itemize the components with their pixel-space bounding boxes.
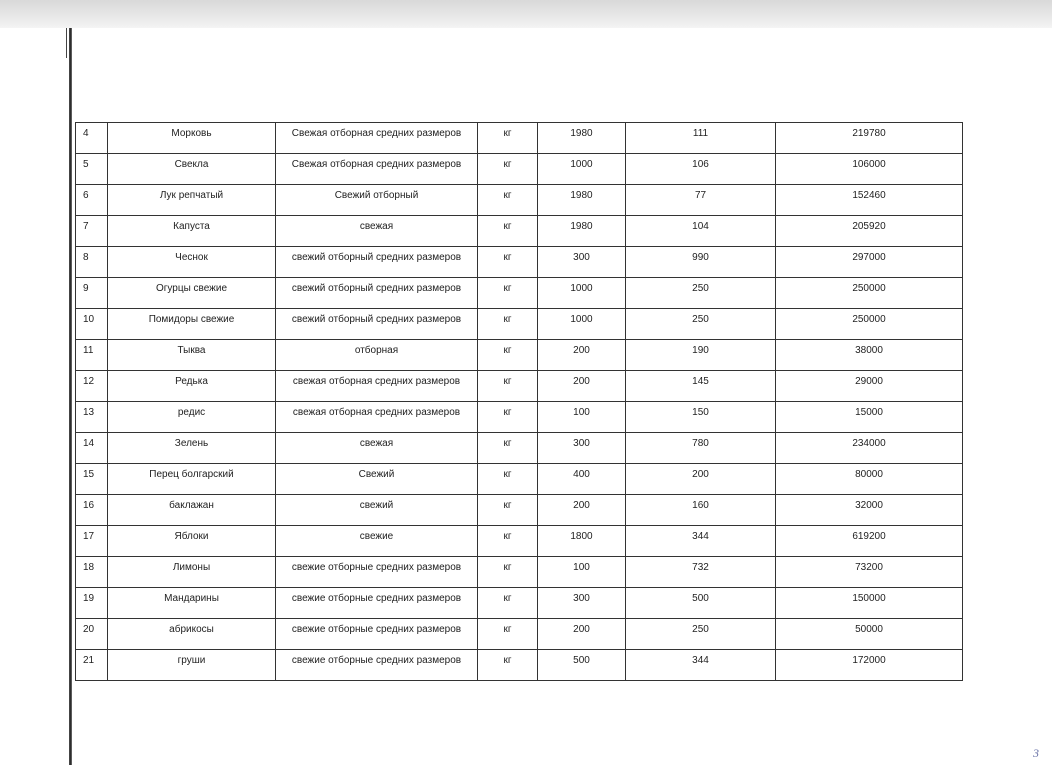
table-row <box>76 309 963 340</box>
sum-cell: 50000 <box>776 619 963 650</box>
quantity-cell: 200 <box>538 495 626 526</box>
product-name-cell: груши <box>108 650 276 681</box>
page-number: 3 <box>1033 746 1039 760</box>
product-description-cell: свежая <box>276 433 478 464</box>
row-number-cell: 21 <box>76 650 108 681</box>
price-cell: 190 <box>626 340 776 371</box>
table-row <box>76 247 963 278</box>
sum-cell: 32000 <box>776 495 963 526</box>
price-cell: 780 <box>626 433 776 464</box>
quantity-cell: 300 <box>538 588 626 619</box>
row-number-cell: 8 <box>76 247 108 278</box>
product-description-cell: свежие отборные средних размеров <box>276 557 478 588</box>
unit-cell: кг <box>478 464 538 495</box>
product-description-cell: Свежая отборная средних размеров <box>276 154 478 185</box>
price-cell: 250 <box>626 619 776 650</box>
sum-cell: 29000 <box>776 371 963 402</box>
row-number-cell: 17 <box>76 526 108 557</box>
product-name-cell: Морковь <box>108 123 276 154</box>
price-cell: 106 <box>626 154 776 185</box>
unit-cell: кг <box>478 309 538 340</box>
quantity-cell: 1800 <box>538 526 626 557</box>
products-table <box>75 122 963 681</box>
row-number-cell: 10 <box>76 309 108 340</box>
unit-cell: кг <box>478 402 538 433</box>
product-description-cell: свежие отборные средних размеров <box>276 588 478 619</box>
product-description-cell: Свежий <box>276 464 478 495</box>
row-number-cell: 4 <box>76 123 108 154</box>
price-cell: 500 <box>626 588 776 619</box>
price-cell: 77 <box>626 185 776 216</box>
quantity-cell: 1980 <box>538 123 626 154</box>
unit-cell: кг <box>478 185 538 216</box>
sum-cell: 172000 <box>776 650 963 681</box>
table-row <box>76 216 963 247</box>
row-number-cell: 18 <box>76 557 108 588</box>
quantity-cell: 1000 <box>538 154 626 185</box>
sum-cell: 619200 <box>776 526 963 557</box>
table-row <box>76 495 963 526</box>
product-name-cell: Тыква <box>108 340 276 371</box>
price-cell: 104 <box>626 216 776 247</box>
unit-cell: кг <box>478 619 538 650</box>
row-number-cell: 9 <box>76 278 108 309</box>
table-row <box>76 154 963 185</box>
binding-mark <box>66 28 67 58</box>
products-table-body <box>76 123 963 681</box>
product-name-cell: Лук репчатый <box>108 185 276 216</box>
unit-cell: кг <box>478 340 538 371</box>
price-cell: 990 <box>626 247 776 278</box>
scan-top-shadow <box>0 0 1052 28</box>
quantity-cell: 100 <box>538 557 626 588</box>
price-cell: 344 <box>626 526 776 557</box>
row-number-cell: 20 <box>76 619 108 650</box>
product-name-cell: баклажан <box>108 495 276 526</box>
unit-cell: кг <box>478 433 538 464</box>
product-description-cell: Свежий отборный <box>276 185 478 216</box>
table-row <box>76 402 963 433</box>
table-row <box>76 557 963 588</box>
table-row <box>76 340 963 371</box>
row-number-cell: 7 <box>76 216 108 247</box>
quantity-cell: 300 <box>538 247 626 278</box>
unit-cell: кг <box>478 278 538 309</box>
price-cell: 111 <box>626 123 776 154</box>
price-cell: 200 <box>626 464 776 495</box>
sum-cell: 73200 <box>776 557 963 588</box>
product-name-cell: Свекла <box>108 154 276 185</box>
unit-cell: кг <box>478 154 538 185</box>
sum-cell: 15000 <box>776 402 963 433</box>
product-name-cell: Огурцы свежие <box>108 278 276 309</box>
product-name-cell: редис <box>108 402 276 433</box>
sum-cell: 152460 <box>776 185 963 216</box>
sum-cell: 297000 <box>776 247 963 278</box>
sum-cell: 38000 <box>776 340 963 371</box>
quantity-cell: 200 <box>538 371 626 402</box>
product-description-cell: свежий отборный средних размеров <box>276 278 478 309</box>
product-description-cell: свежая отборная средних размеров <box>276 402 478 433</box>
product-name-cell: Помидоры свежие <box>108 309 276 340</box>
price-cell: 250 <box>626 278 776 309</box>
table-row <box>76 123 963 154</box>
table-row <box>76 371 963 402</box>
product-description-cell: свежие отборные средних размеров <box>276 619 478 650</box>
sum-cell: 80000 <box>776 464 963 495</box>
product-description-cell: свежий <box>276 495 478 526</box>
table-row <box>76 650 963 681</box>
product-description-cell: свежая <box>276 216 478 247</box>
quantity-cell: 200 <box>538 340 626 371</box>
price-cell: 145 <box>626 371 776 402</box>
sum-cell: 234000 <box>776 433 963 464</box>
product-description-cell: свежие <box>276 526 478 557</box>
product-description-cell: свежая отборная средних размеров <box>276 371 478 402</box>
sum-cell: 250000 <box>776 278 963 309</box>
quantity-cell: 1000 <box>538 309 626 340</box>
sum-cell: 219780 <box>776 123 963 154</box>
table-row <box>76 619 963 650</box>
product-name-cell: Мандарины <box>108 588 276 619</box>
quantity-cell: 200 <box>538 619 626 650</box>
row-number-cell: 5 <box>76 154 108 185</box>
product-name-cell: Капуста <box>108 216 276 247</box>
sum-cell: 205920 <box>776 216 963 247</box>
table-row <box>76 588 963 619</box>
price-cell: 160 <box>626 495 776 526</box>
table-row <box>76 433 963 464</box>
price-cell: 344 <box>626 650 776 681</box>
product-name-cell: Чеснок <box>108 247 276 278</box>
product-name-cell: Лимоны <box>108 557 276 588</box>
binding-edge <box>69 28 72 765</box>
unit-cell: кг <box>478 495 538 526</box>
price-cell: 732 <box>626 557 776 588</box>
product-description-cell: отборная <box>276 340 478 371</box>
quantity-cell: 1000 <box>538 278 626 309</box>
product-name-cell: Редька <box>108 371 276 402</box>
product-description-cell: свежий отборный средних размеров <box>276 309 478 340</box>
row-number-cell: 15 <box>76 464 108 495</box>
price-cell: 150 <box>626 402 776 433</box>
product-description-cell: свежие отборные средних размеров <box>276 650 478 681</box>
product-name-cell: Яблоки <box>108 526 276 557</box>
price-cell: 250 <box>626 309 776 340</box>
unit-cell: кг <box>478 557 538 588</box>
unit-cell: кг <box>478 526 538 557</box>
row-number-cell: 13 <box>76 402 108 433</box>
product-name-cell: Перец болгарский <box>108 464 276 495</box>
row-number-cell: 6 <box>76 185 108 216</box>
product-name-cell: Зелень <box>108 433 276 464</box>
unit-cell: кг <box>478 216 538 247</box>
unit-cell: кг <box>478 588 538 619</box>
unit-cell: кг <box>478 650 538 681</box>
quantity-cell: 1980 <box>538 185 626 216</box>
quantity-cell: 400 <box>538 464 626 495</box>
quantity-cell: 100 <box>538 402 626 433</box>
table-row <box>76 464 963 495</box>
row-number-cell: 12 <box>76 371 108 402</box>
row-number-cell: 14 <box>76 433 108 464</box>
unit-cell: кг <box>478 247 538 278</box>
row-number-cell: 16 <box>76 495 108 526</box>
product-name-cell: абрикосы <box>108 619 276 650</box>
sum-cell: 250000 <box>776 309 963 340</box>
quantity-cell: 300 <box>538 433 626 464</box>
unit-cell: кг <box>478 123 538 154</box>
product-description-cell: свежий отборный средних размеров <box>276 247 478 278</box>
sum-cell: 106000 <box>776 154 963 185</box>
quantity-cell: 500 <box>538 650 626 681</box>
table-row <box>76 526 963 557</box>
quantity-cell: 1980 <box>538 216 626 247</box>
row-number-cell: 19 <box>76 588 108 619</box>
table-row <box>76 185 963 216</box>
unit-cell: кг <box>478 371 538 402</box>
row-number-cell: 11 <box>76 340 108 371</box>
product-description-cell: Свежая отборная средних размеров <box>276 123 478 154</box>
sum-cell: 150000 <box>776 588 963 619</box>
table-row <box>76 278 963 309</box>
